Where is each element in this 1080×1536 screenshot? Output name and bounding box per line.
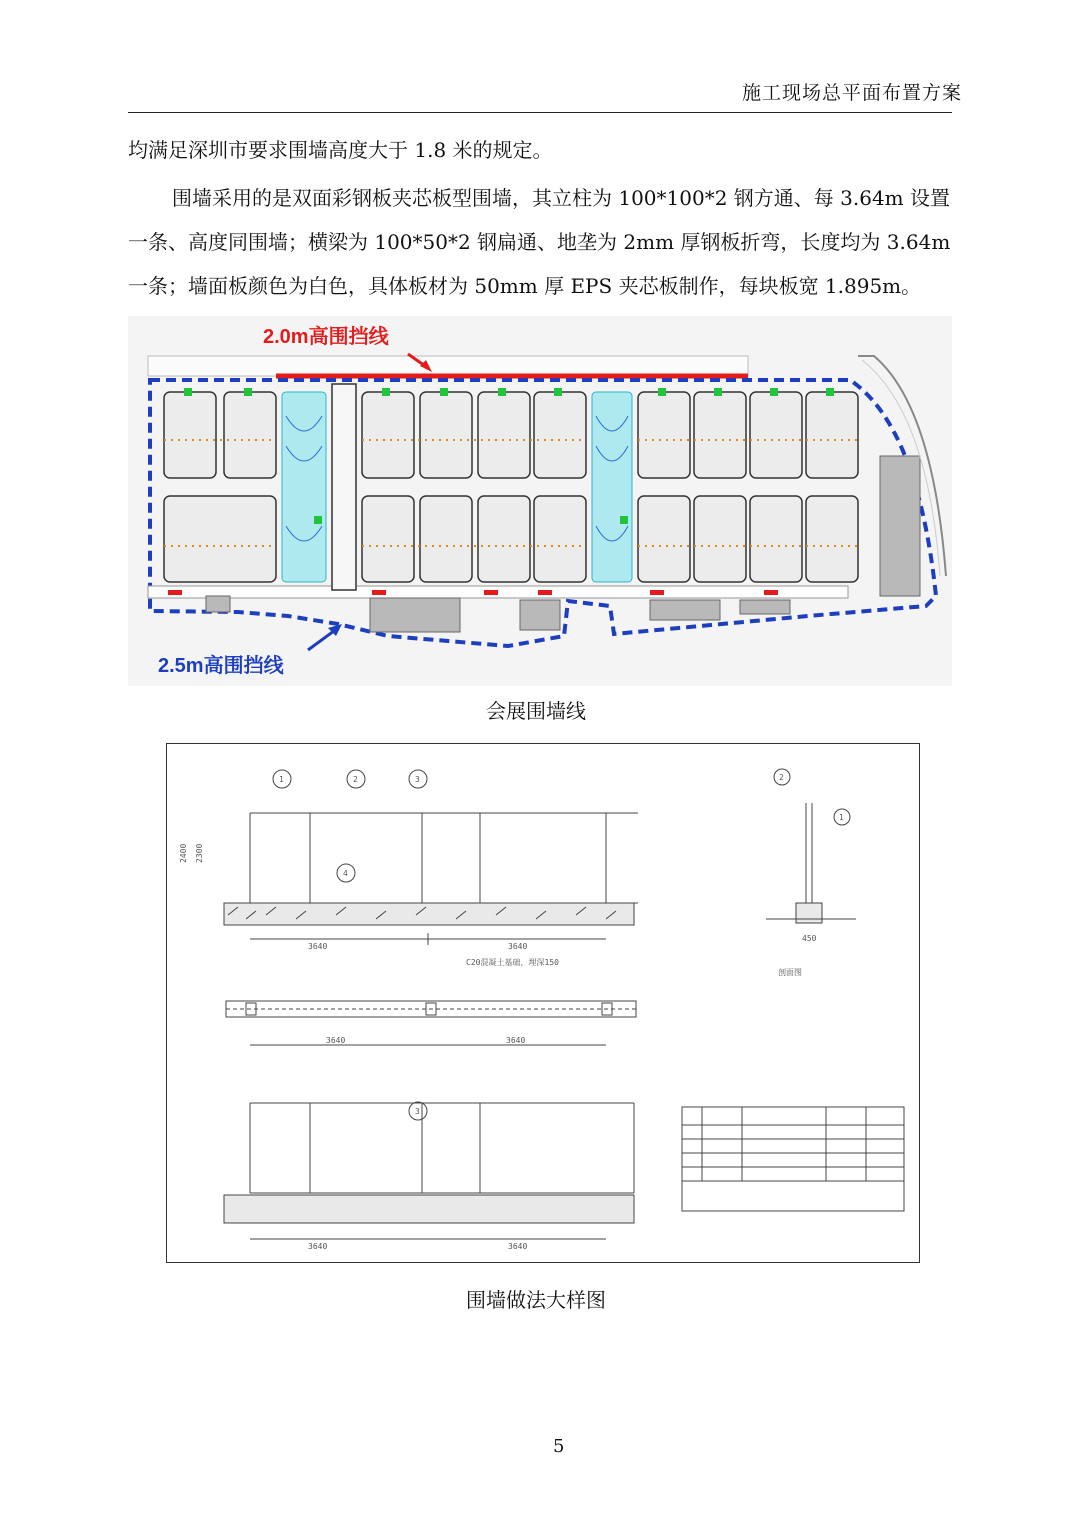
dim-span-4: 3640 xyxy=(508,1242,528,1251)
label-2-5m: 2.5m高围挡线 xyxy=(158,655,284,677)
page-number: 5 xyxy=(553,1436,565,1457)
fence-detail-drawing xyxy=(166,743,920,1263)
callout-4: 4 xyxy=(343,869,348,878)
dim-section-base: 450 xyxy=(802,934,817,943)
callout-2: 2 xyxy=(353,775,358,784)
callout-1: 1 xyxy=(279,775,284,784)
paragraph-2: 围墙采用的是双面彩钢板夹芯板型围墙，其立柱为 100*100*2 钢方通、每 3.64m 设置一条、高度同围墙；横梁为 100*50*2 钢扁通、地垄为 2mm 厚钢板折弯，长度均为 3.64m 一条；墙面板颜色为白色，具体板材为 50mm 厚 EPS 夹芯板制作，每块板宽 1.895m。 xyxy=(128,186,951,298)
section-callout-2: 2 xyxy=(779,773,784,782)
section-callout-1: 1 xyxy=(839,813,844,822)
section-title: 剖面图 xyxy=(778,968,802,977)
dim-height-panel: 2300 xyxy=(195,843,204,863)
dim-span-3: 3640 xyxy=(308,1242,328,1251)
label-2-0m: 2.0m高围挡线 xyxy=(263,326,389,348)
dim-span-1: 3640 xyxy=(308,942,328,951)
dim-height-total: 2400 xyxy=(179,843,188,863)
callout-3: 3 xyxy=(415,775,420,784)
dim-span-2: 3640 xyxy=(508,942,528,951)
dim-plan-span-2: 3640 xyxy=(506,1036,526,1045)
page-header: 施工现场总平面布置方案 xyxy=(742,82,963,104)
paragraph-1: 均满足深圳市要求围墙高度大于 1.8 米的规定。 xyxy=(128,138,553,162)
callout-3b: 3 xyxy=(415,1107,420,1116)
dim-plan-span-1: 3640 xyxy=(326,1036,346,1045)
figure-2-caption: 围墙做法大样图 xyxy=(466,1288,606,1312)
figure-1-caption: 会展围墙线 xyxy=(486,699,586,723)
note-foundation: C20混凝土基础，埋深150 xyxy=(466,958,559,967)
header-rule xyxy=(128,112,952,113)
site-fence-plan xyxy=(128,316,952,686)
